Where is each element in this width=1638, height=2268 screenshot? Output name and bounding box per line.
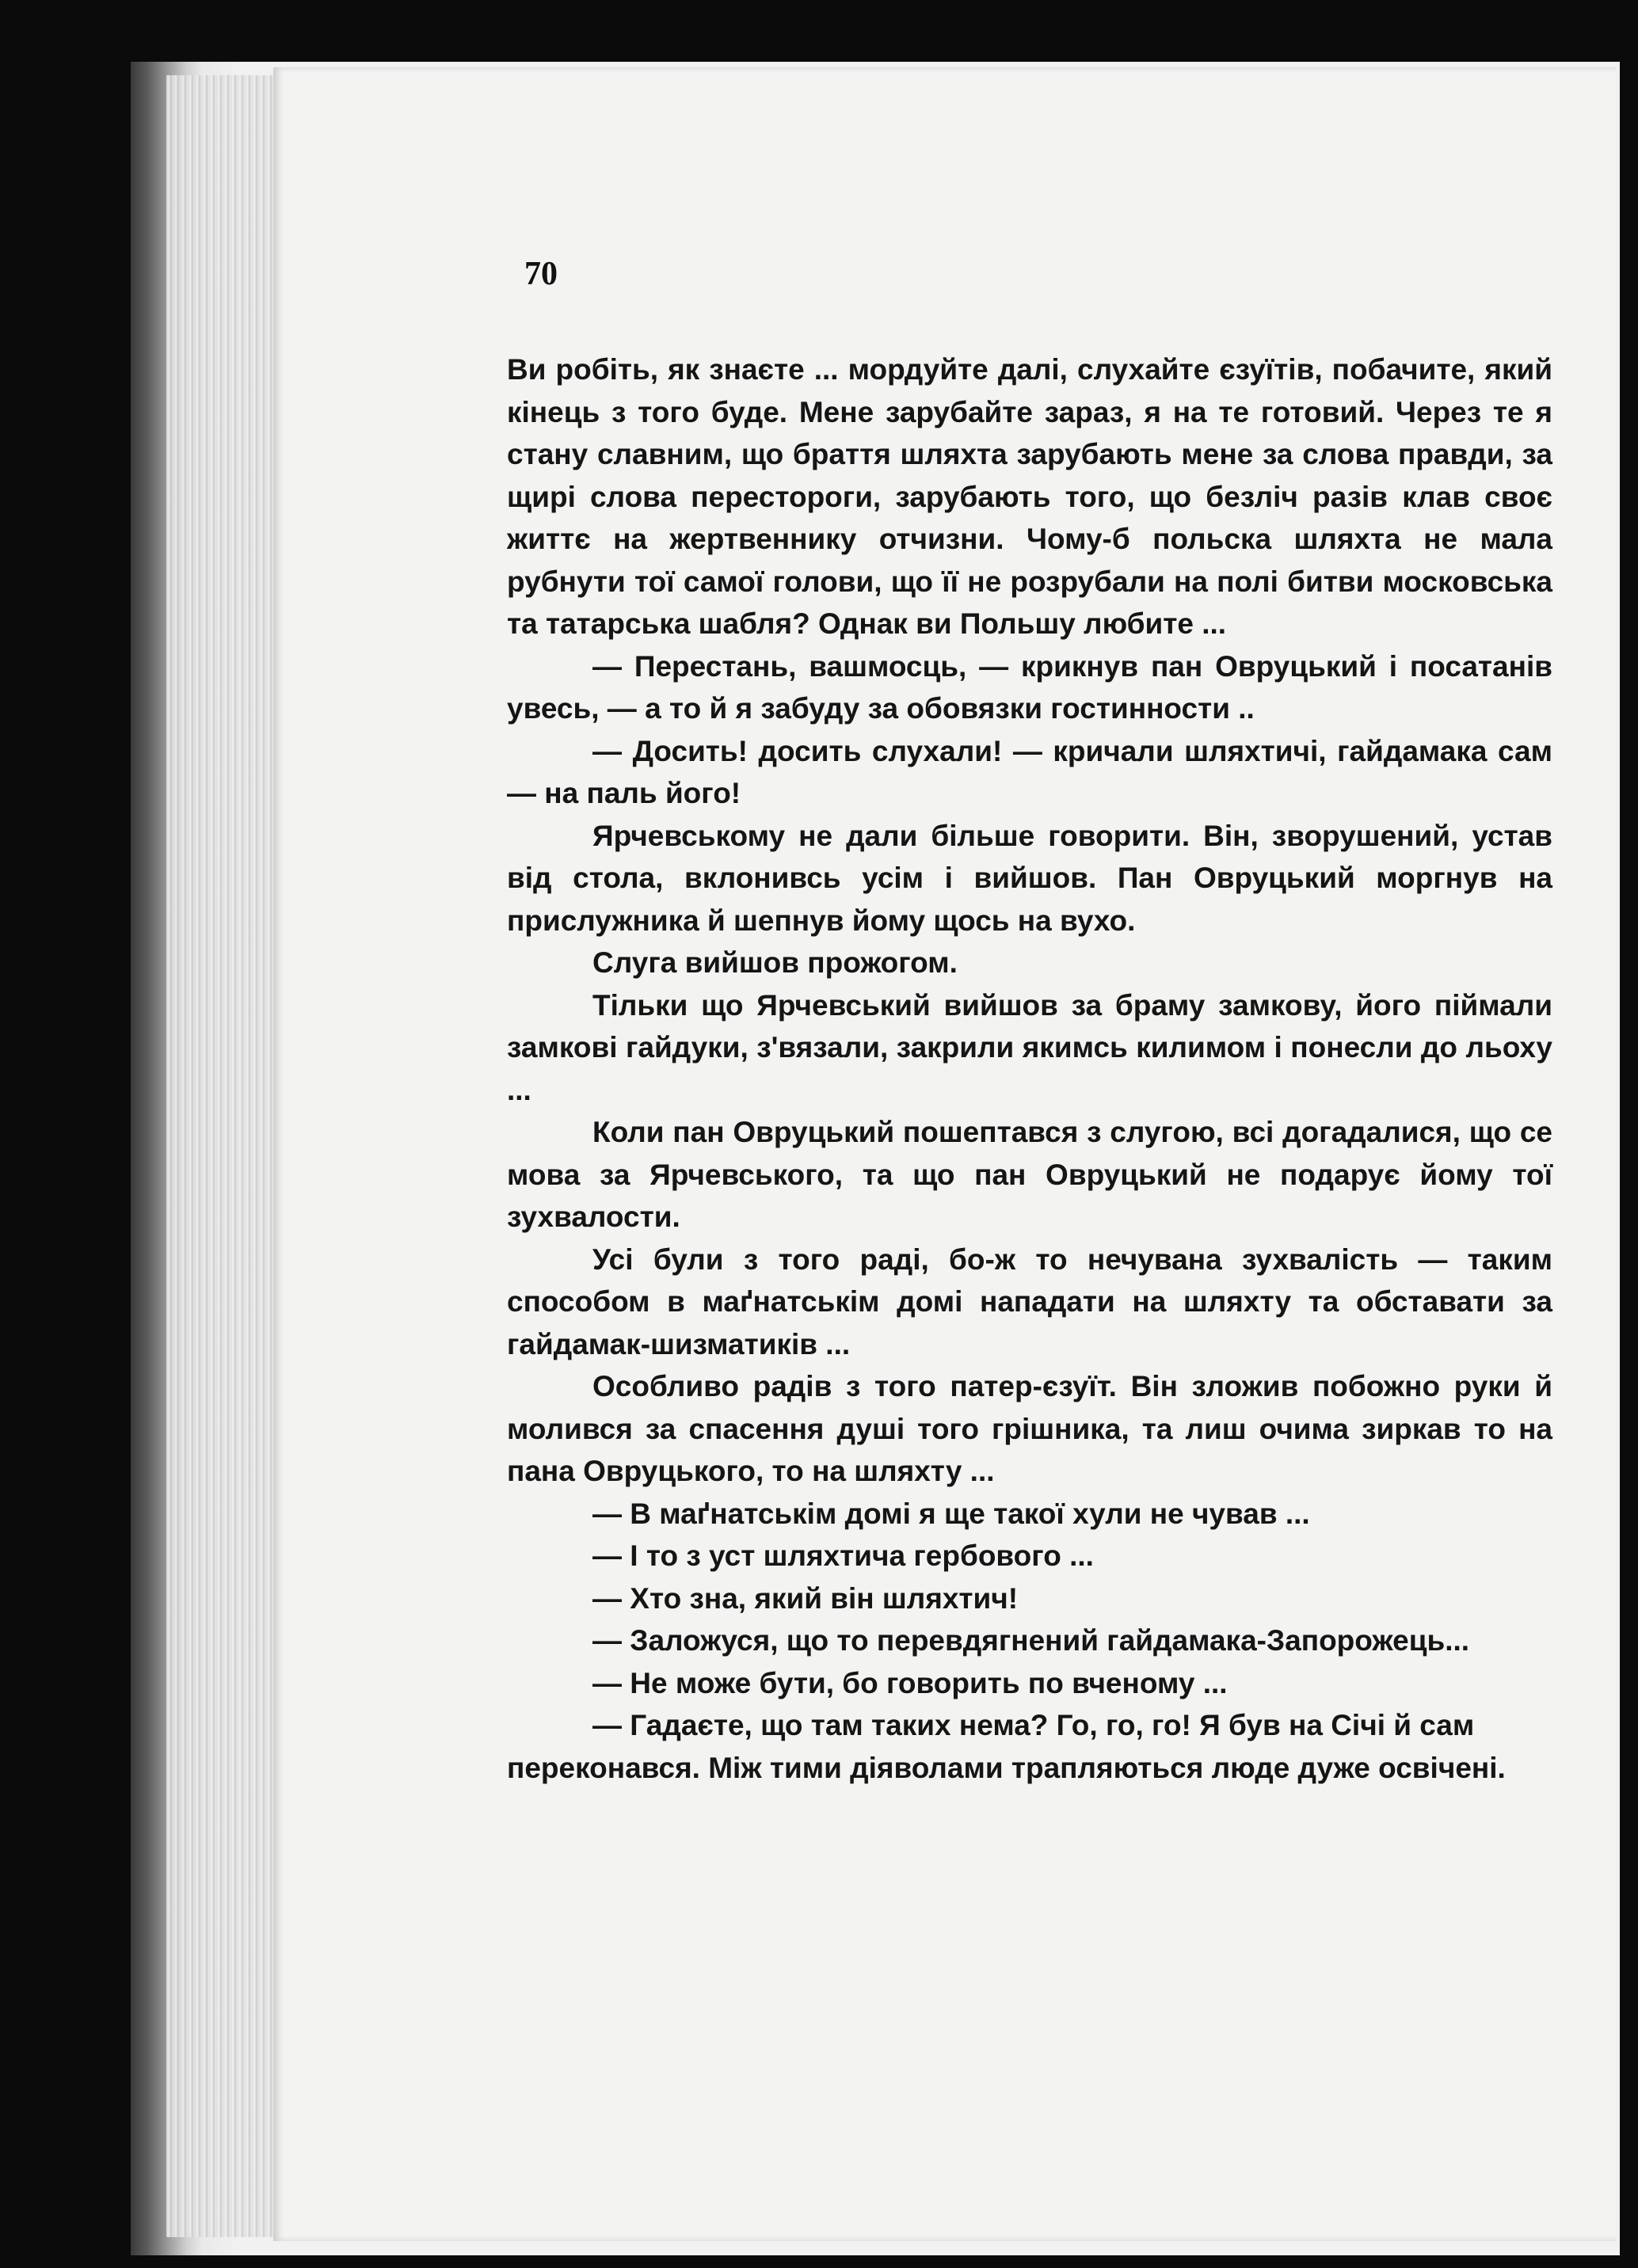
page-number: 70 [524,256,558,292]
dialogue-line: — Не може бути, бо говорить по вченому ... [592,1666,1228,1699]
dialogue-line: — І то з уст шляхтича гербового ... [592,1539,1094,1572]
page-edges [166,75,277,2237]
paragraph: Усі були з того раді, бо-ж то нечувана зухвалість — таким способом в маґнатськім домі нападати на шляхту та обставати за гайдамак-шизматиків ... [507,1242,1552,1360]
dialogue-line: — В маґнатськім домі я ще такої хули не чував ... [592,1497,1310,1530]
paragraph: Ви робіть, як знаєте ... мордуйте далі, слухайте єзуїтів, побачите, який кінець з того буде. Мене зарубайте зараз, я на те готовий. Через те я стану славним, що браття шляхта зарубають мене за слова правди, за щирі слова перестороги, зарубають того, що безліч разів клав своє життє на жертвеннику отчизни. Чому-б польска шляхта не мала рубнути тої самої голови, що її не розрубали на полі битви московська та татарська шабля? Однак ви Польшу любите ... [507,353,1552,640]
paragraph: — Досить! досить слухали! — кричали шляхтичі, гайдамака сам — на паль його! [507,734,1552,809]
dialogue-line: — Гадаєте, що там таких нема? Го, го, го! Я був на Січі й сам переконався. Між тими діяволами трапляються люде дуже освічені. [507,1709,1506,1784]
paragraph: Коли пан Овруцький пошептався з слугою, всі догадалися, що се мова за Ярчевського, та що пан Овруцький не подарує йому тої зухвалости. [507,1116,1552,1233]
dialogue-line: — Хто зна, який він шляхтич! [592,1581,1019,1615]
dialogue-line: — Заложуся, що то перевдягнений гайдамака-Запорожець... [592,1624,1470,1657]
paragraph: Ярчевському не дали більше говорити. Він, зворушений, устав від стола, вклонивсь усім і вийшов. Пан Овруцький моргнув на прислужника й шепнув йому щось на вухо. [507,819,1552,937]
paragraph: — Перестань, вашмосць, — крикнув пан Овруцький і посатанів увесь, — а то й я забуду за обовязки гостинности .. [507,649,1552,725]
paragraph: Особливо радів з того патер-єзуїт. Він зложив побожно руки й молився за спасення душі того грішника, та лиш очима зиркав то на пана Овруцького, то на шляхту ... [507,1370,1552,1487]
body-text [507,348,1552,1789]
paragraph: Тільки що Ярчевський вийшов за браму замкову, його піймали замкові гайдуки, з'вязали, закрили якимсь килимом і понесли до льоху ... [507,988,1552,1106]
paragraph: Слуга вийшов прожогом. [592,946,958,979]
